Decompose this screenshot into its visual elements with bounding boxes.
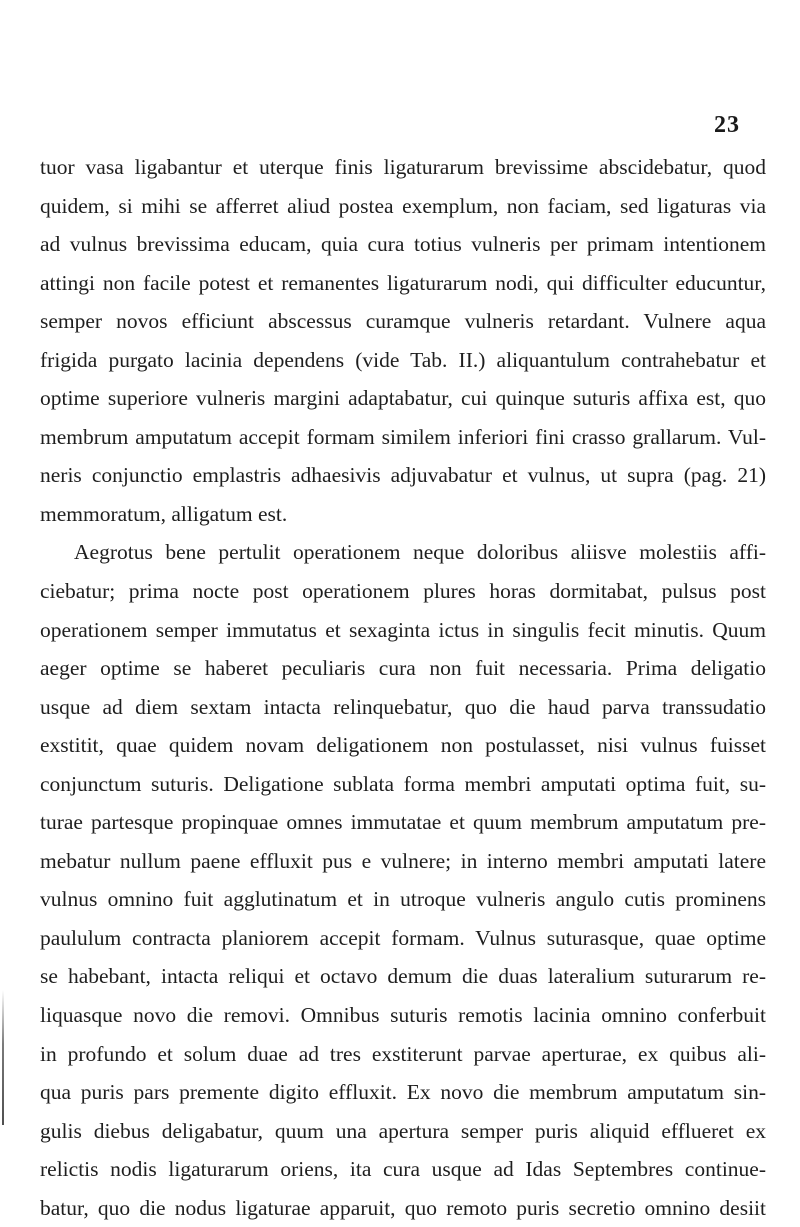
text-line: semper novos efficiunt abscessus curamque vulneris retardant. Vulnere aqua [40,309,766,334]
text-line: conjunctum suturis. Deligatione sublata forma membri amputati optima fuit, su- [40,771,766,796]
body-text [40,148,766,1227]
text-line: in profundo et solum duae ad tres exstiterunt parvae aperturae, ex quibus ali- [40,1041,766,1066]
text-line: Aegrotus bene pertulit operationem neque doloribus aliisve molestiis affi- [74,540,766,565]
page-binding-edge [2,990,4,1125]
text-line: qua puris pars premente digito effluxit. Ex novo die membrum amputatum sin- [40,1080,766,1105]
text-line: exstitit, quae quidem novam deligationem non postulasset, nisi vulnus fuisset [40,733,766,758]
text-line: liquasque novo die removi. Omnibus suturis remotis lacinia omnino conferbuit [40,1003,766,1028]
text-line: memmoratum, alligatum est. [40,501,288,526]
text-line: paululum contracta planiorem accepit formam. Vulnus suturasque, quae optime [40,925,766,950]
text-line: relictis nodis ligaturarum oriens, ita cura usque ad Idas Septembres continue- [40,1157,766,1182]
text-line: turae partesque propinquae omnes immutatae et quum membrum amputatum pre- [40,810,766,835]
text-line: batur, quo die nodus ligaturae apparuit, quo remoto puris secretio omnino desiit [40,1195,766,1220]
page-number: 23 [714,112,740,138]
text-line: operationem semper immutatus et sexaginta ictus in singulis fecit minutis. Quum [40,617,766,642]
text-line: attingi non facile potest et remanentes ligaturarum nodi, qui difficulter educuntur, [40,270,766,295]
text-line: optime superiore vulneris margini adaptabatur, cui quinque suturis affixa est, quo [40,386,766,411]
text-line: quidem, si mihi se afferret aliud postea exemplum, non faciam, sed ligaturas via [40,193,766,218]
text-line: se habebant, intacta reliqui et octavo demum die duas lateralium suturarum re- [40,964,766,989]
text-line: aeger optime se haberet peculiaris cura non fuit necessaria. Prima deligatio [40,656,766,681]
text-line: mebatur nullum paene effluxit pus e vulnere; in interno membri amputati latere [40,848,766,873]
text-line: frigida purgato lacinia dependens (vide Tab. II.) aliquantulum contrahebatur et [40,347,766,372]
text-line: ad vulnus brevissima educam, quia cura totius vulneris per primam intentionem [40,232,766,257]
text-line: membrum amputatum accepit formam similem inferiori fini crasso grallarum. Vul- [40,424,766,449]
text-line: usque ad diem sextam intacta relinquebatur, quo die haud parva transsudatio [40,694,766,719]
text-line: neris conjunctio emplastris adhaesivis adjuvabatur et vulnus, ut supra (pag. 21) [40,463,766,488]
text-line: ciebatur; prima nocte post operationem plures horas dormitabat, pulsus post [40,579,766,604]
text-line: gulis diebus deligabatur, quum una apertura semper puris aliquid efflueret ex [40,1118,766,1143]
text-line: vulnus omnino fuit agglutinatum et in utroque vulneris angulo cutis prominens [40,887,766,912]
text-line: tuor vasa ligabantur et uterque finis ligaturarum brevissime abscidebatur, quod [40,155,766,179]
